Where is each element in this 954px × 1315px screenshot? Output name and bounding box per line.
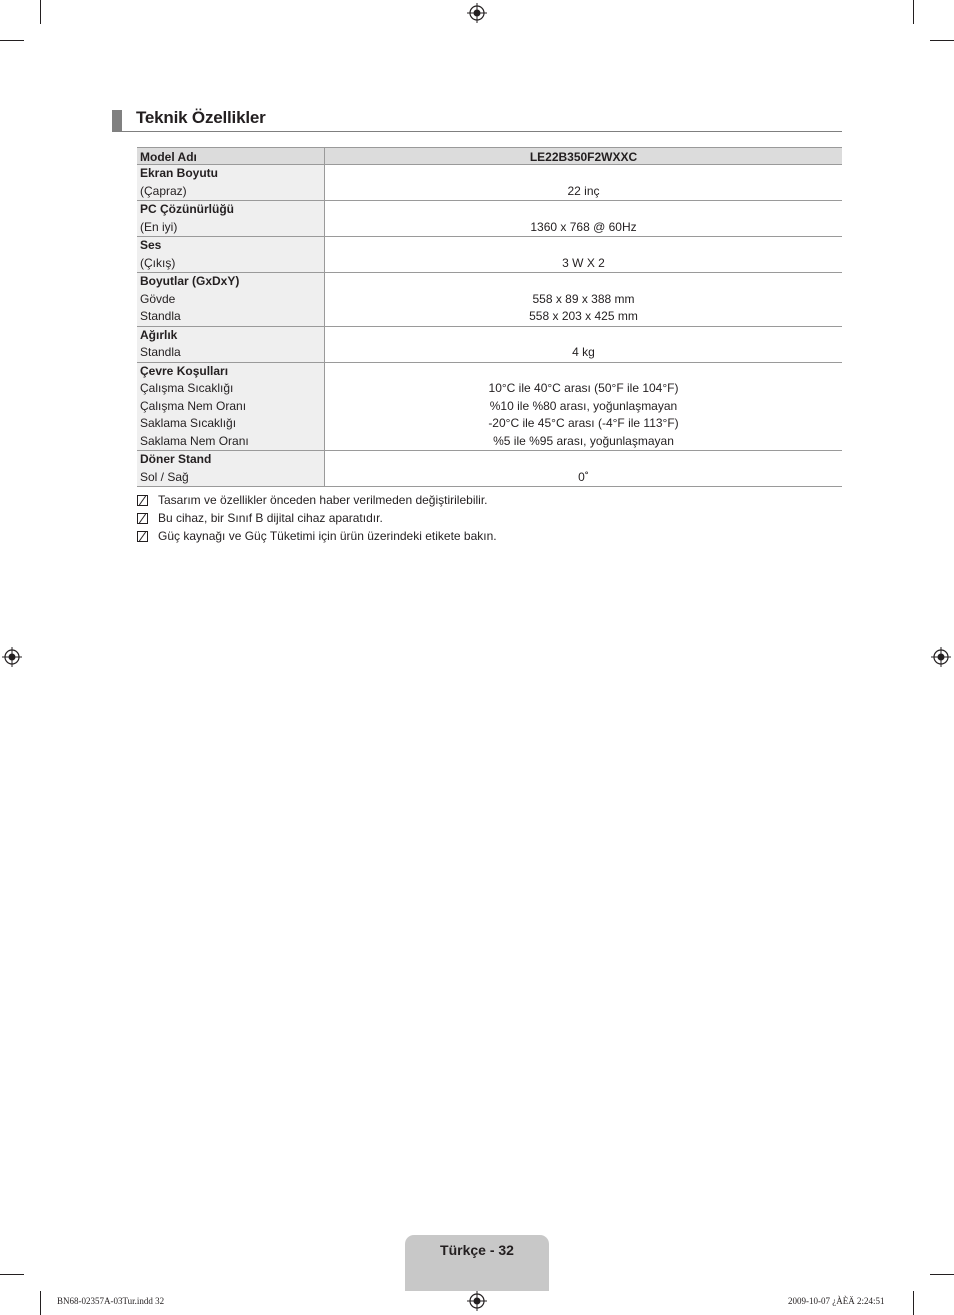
- spec-table: [137, 147, 842, 487]
- table-header-row: [137, 148, 842, 165]
- note-text: Güç kaynağı ve Güç Tüketimi için ürün üzerindeki etikete bakın.: [158, 529, 497, 543]
- spec-value: 3 W X 2: [562, 255, 605, 270]
- note-text: Tasarım ve özellikler önceden haber verilmeden değiştirilebilir.: [158, 493, 488, 507]
- crop-mark: [930, 1274, 954, 1275]
- registration-mark-icon: [467, 1291, 487, 1311]
- spec-group-title: Ses: [140, 238, 162, 252]
- crop-mark: [930, 40, 954, 41]
- spec-group-title: Ağırlık: [140, 327, 178, 342]
- spec-value-cell: [325, 237, 843, 273]
- spec-label-cell: [137, 165, 325, 201]
- table-row: [137, 237, 842, 273]
- spec-value: 22 inç: [567, 183, 600, 198]
- spec-label: Saklama Nem Oranı: [140, 433, 249, 448]
- spec-label: Çalışma Nem Oranı: [140, 398, 247, 413]
- note-icon: [137, 513, 148, 524]
- page-number-tab: [405, 1235, 549, 1291]
- spec-group-title: Boyutlar (GxDxY): [140, 274, 240, 288]
- spec-label: Gövde: [140, 291, 176, 306]
- page-title: Teknik Özellikler: [136, 108, 266, 127]
- spec-group-title: Döner Stand: [140, 452, 212, 466]
- crop-mark: [40, 1291, 41, 1315]
- spec-label: (Çıkış): [140, 255, 176, 270]
- table-row: [137, 201, 842, 237]
- table-row: [137, 326, 842, 362]
- spec-spacer: [325, 451, 842, 469]
- spec-spacer: [325, 327, 842, 345]
- file-slug: BN68-02357A-03Tur.indd 32: [57, 1296, 165, 1306]
- spec-label: (Çapraz): [140, 183, 187, 198]
- spec-value-cell: [325, 201, 843, 237]
- spec-group-title: PC Çözünürlüğü: [140, 202, 234, 216]
- note-icon: [137, 531, 148, 542]
- crop-mark: [913, 1291, 914, 1315]
- spec-spacer: [325, 363, 842, 381]
- spec-value: 10°C ile 40°C arası (50°F ile 104°F): [488, 381, 679, 395]
- spec-spacer: [325, 165, 842, 183]
- registration-mark-icon: [2, 647, 22, 667]
- spec-value-cell: [325, 451, 843, 487]
- crop-mark: [40, 0, 41, 24]
- spec-value: %10 ile %80 arası, yoğunlaşmayan: [489, 398, 678, 413]
- spec-label: Saklama Sıcaklığı: [140, 416, 237, 430]
- spec-value-cell: [325, 273, 843, 327]
- spec-value: 558 x 203 x 425 mm: [529, 309, 638, 323]
- spec-label: Sol / Sağ: [140, 469, 189, 484]
- crop-mark: [0, 40, 24, 41]
- spec-label-cell: [137, 326, 325, 362]
- spec-value: 558 x 89 x 388 mm: [532, 291, 635, 306]
- spec-spacer: [325, 237, 842, 255]
- spec-value: 4 kg: [572, 345, 595, 359]
- spec-label-cell: [137, 451, 325, 487]
- spec-value: 0˚: [578, 469, 589, 484]
- note-item: [137, 527, 497, 545]
- page-number: Türkçe - 32: [440, 1242, 514, 1258]
- crop-mark: [913, 0, 914, 24]
- model-label: Model Adı: [137, 148, 325, 165]
- note-item: [137, 509, 497, 527]
- spec-group-title: Çevre Koşulları: [140, 363, 229, 378]
- heading-marker: [112, 110, 122, 132]
- spec-label-cell: [137, 237, 325, 273]
- spec-group-title: Ekran Boyutu: [140, 166, 219, 180]
- heading-rule: [112, 131, 842, 132]
- spec-label: Çalışma Sıcaklığı: [140, 381, 234, 395]
- spec-label: (En iyi): [140, 219, 178, 234]
- spec-spacer: [325, 273, 842, 291]
- spec-label-cell: [137, 273, 325, 327]
- table-row: [137, 273, 842, 327]
- note-text: Bu cihaz, bir Sınıf B dijital cihaz aparatıdır.: [158, 511, 383, 525]
- spec-value: %5 ile %95 arası, yoğunlaşmayan: [493, 433, 674, 448]
- spec-label-cell: [137, 362, 325, 451]
- note-icon: [137, 495, 148, 506]
- spec-label-cell: [137, 201, 325, 237]
- table-row: [137, 451, 842, 487]
- table-row: [137, 165, 842, 201]
- table-row: [137, 362, 842, 451]
- spec-value-cell: [325, 165, 843, 201]
- spec-value: 1360 x 768 @ 60Hz: [530, 219, 637, 234]
- note-item: [137, 491, 497, 509]
- spec-label: Standla: [140, 345, 181, 359]
- registration-mark-icon: [931, 647, 951, 667]
- spec-value-cell: [325, 326, 843, 362]
- model-value: LE22B350F2WXXC: [325, 148, 843, 165]
- crop-mark: [0, 1274, 24, 1275]
- spec-spacer: [325, 201, 842, 219]
- spec-label: Standla: [140, 309, 181, 323]
- date-slug: 2009-10-07 ¿ÀÈÄ 2:24:51: [788, 1296, 885, 1306]
- notes-list: [137, 491, 497, 545]
- spec-value-cell: [325, 362, 843, 451]
- registration-mark-icon: [467, 3, 487, 23]
- spec-value: -20°C ile 45°C arası (-4°F ile 113°F): [488, 416, 679, 430]
